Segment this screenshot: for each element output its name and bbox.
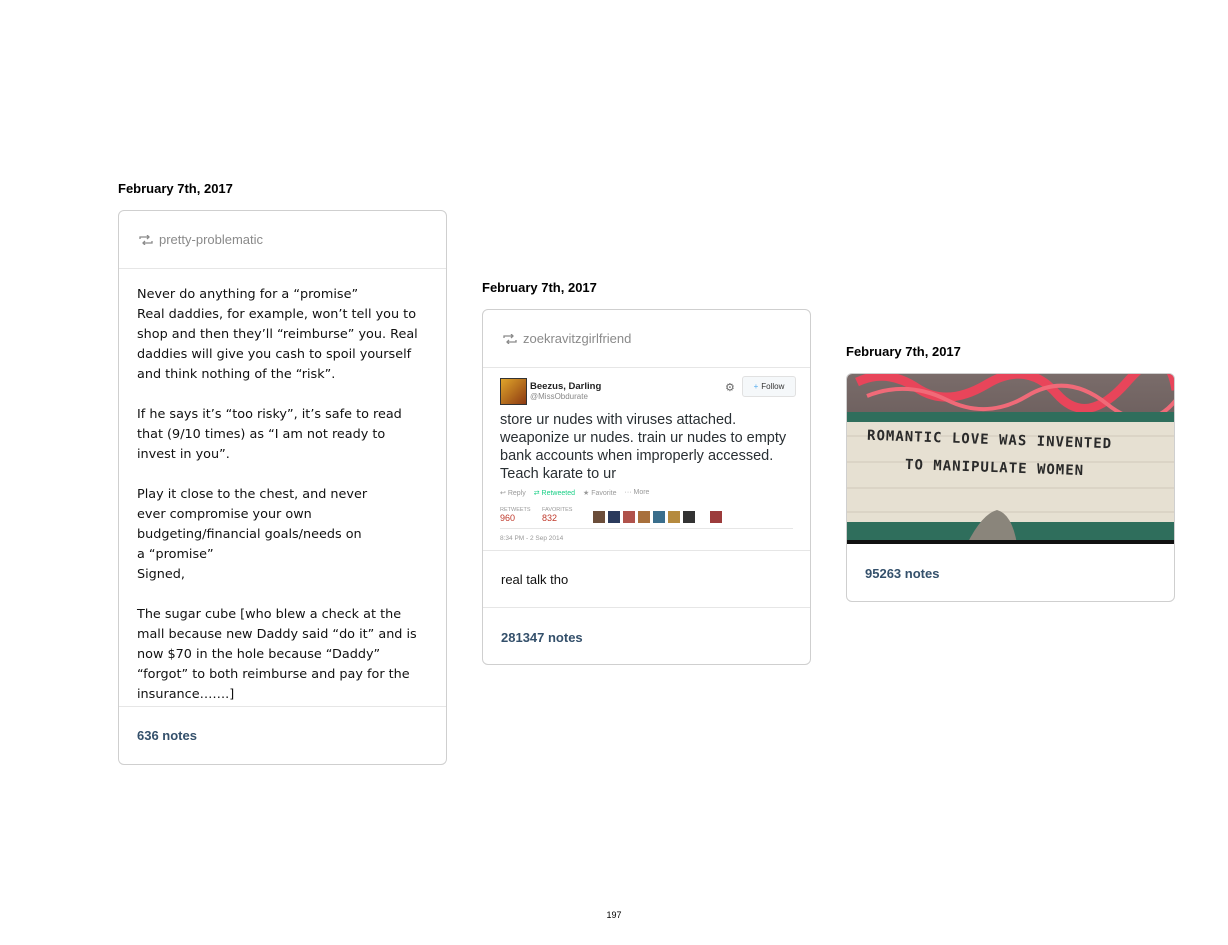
avatar xyxy=(653,511,665,523)
marquee-line: ROMANTIC LOVE WAS INVENTED xyxy=(866,427,1113,453)
notes-count-link[interactable]: 95263 notes xyxy=(865,565,940,581)
favorite-action[interactable]: ★ Favorite xyxy=(583,490,617,497)
follow-user-icon: + xyxy=(753,382,759,391)
tweet-handle: @MissObdurate xyxy=(530,392,588,401)
reply-label: Reply xyxy=(507,490,526,497)
retweets-count: 960 xyxy=(500,513,516,523)
avatar xyxy=(668,511,680,523)
page-number: 197 xyxy=(606,910,622,920)
favoriter-avatars xyxy=(593,511,722,523)
post-paragraph: Play it close to the chest, and never ever compromise your own budgeting/financial goals/needs on a “promise” Signed, xyxy=(137,487,368,582)
reblog-author-link[interactable]: pretty-problematic xyxy=(159,232,264,247)
avatar xyxy=(683,511,695,523)
post-footer xyxy=(847,544,1174,602)
reblog-author-link[interactable]: zoekravitzgirlfriend xyxy=(523,331,632,346)
notes-count-link[interactable]: 636 notes xyxy=(137,728,197,743)
post-card xyxy=(846,373,1175,602)
follow-label: Follow xyxy=(761,382,785,391)
reblog-icon xyxy=(139,235,153,245)
favorites-stat xyxy=(542,507,572,523)
avatar xyxy=(500,378,527,405)
tweet-divider xyxy=(500,528,793,529)
marquee-photo xyxy=(847,374,1175,544)
favorites-count: 832 xyxy=(542,513,558,523)
notes-count-link[interactable]: 281347 notes xyxy=(501,629,583,645)
avatar xyxy=(638,511,650,523)
post-paragraph: Never do anything for a “promise” Real daddies, for example, won’t tell you to shop and then they’ll “reimburse” you. Real daddies will give you cash to spoil yourself and think nothing of the “risk”. xyxy=(137,287,418,382)
favorites-label: FAVORITES xyxy=(542,507,573,513)
retweets-label: RETWEETS xyxy=(500,507,531,513)
tweet-actions xyxy=(500,489,649,497)
more-label: More xyxy=(633,489,650,496)
post-header xyxy=(483,310,810,368)
avatar xyxy=(593,511,605,523)
post-footer xyxy=(483,608,810,666)
post-date: February 7th, 2017 xyxy=(846,344,961,359)
reblog-icon xyxy=(503,334,517,344)
tweet-display-name: Beezus, Darling xyxy=(530,381,602,392)
avatar xyxy=(608,511,620,523)
avatar xyxy=(623,511,635,523)
reply-action[interactable]: ↩ Reply xyxy=(500,490,526,497)
tweet-timestamp: 8:34 PM - 2 Sep 2014 xyxy=(500,535,564,542)
more-action[interactable]: ··· More xyxy=(624,489,650,496)
tweet-text: store ur nudes with viruses attached. weaponize ur nudes. train ur nudes to empty bank accounts when improperly accessed. Teach karate to ur xyxy=(500,412,787,482)
post-date: February 7th, 2017 xyxy=(118,181,233,196)
retweets-stat xyxy=(500,507,531,523)
avatar xyxy=(710,511,722,523)
post-footer xyxy=(119,706,446,764)
tweet-screenshot xyxy=(483,368,810,551)
retweet-action[interactable]: ⇄ Retweeted xyxy=(533,490,575,497)
post-paragraph: The sugar cube [who blew a check at the mall because new Daddy said “do it” and is now $70 in the hole because “Daddy” “forgot” to both reimburse and pay for the insurance…….] xyxy=(137,607,417,702)
marquee-line: TO MANIPULATE WOMEN xyxy=(904,456,1085,480)
gear-icon[interactable]: ⚙ xyxy=(725,382,735,394)
post-card xyxy=(118,210,447,765)
post-paragraph: If he says it’s “too risky”, it’s safe to read that (9/10 times) as “I am not ready to invest in you”. xyxy=(137,407,402,462)
retweet-label: Retweeted xyxy=(541,490,575,497)
follow-button[interactable] xyxy=(742,376,796,397)
favorite-label: Favorite xyxy=(591,490,617,497)
post-header xyxy=(119,211,446,269)
post-date: February 7th, 2017 xyxy=(482,280,597,295)
post-card xyxy=(482,309,811,665)
post-body xyxy=(119,269,446,702)
post-caption: real talk tho xyxy=(483,551,810,608)
